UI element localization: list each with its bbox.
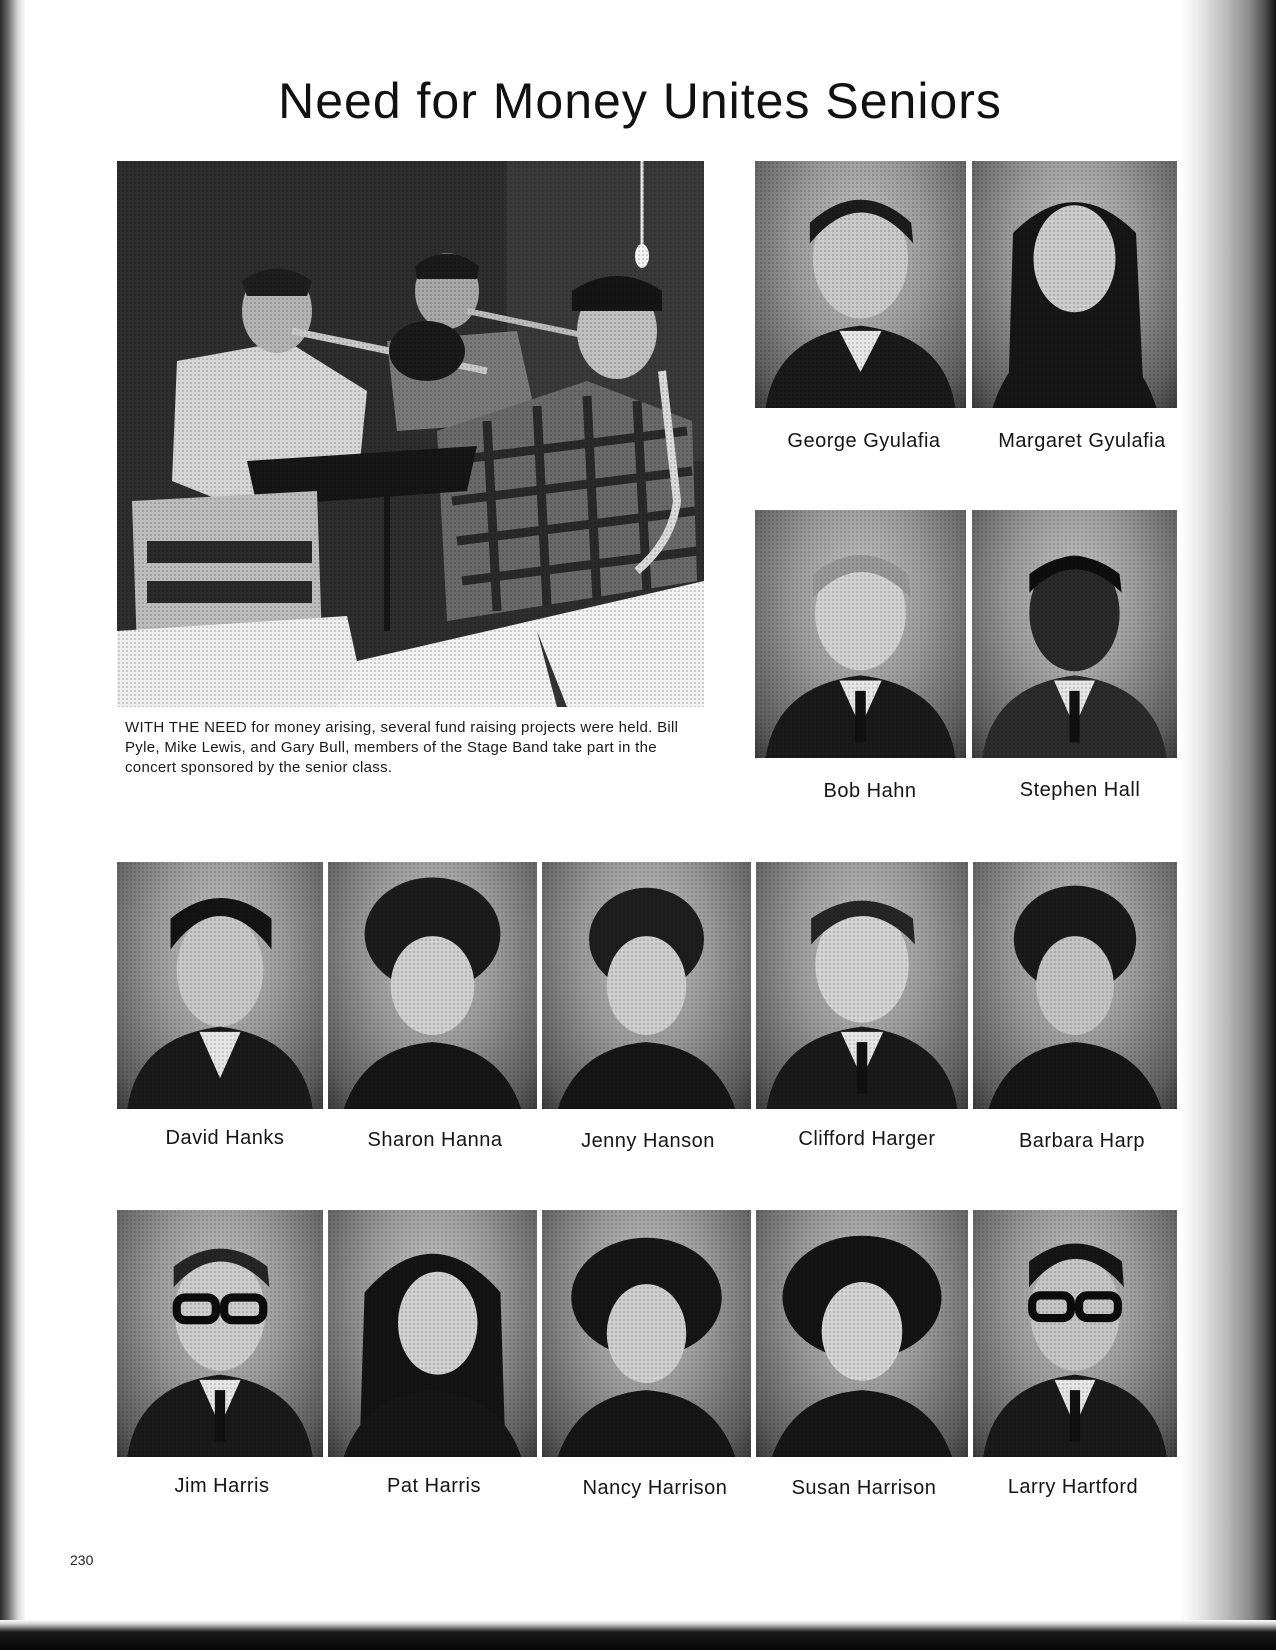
page-title: Need for Money Unites Seniors xyxy=(278,73,1002,129)
portrait-photo xyxy=(973,862,1177,1109)
portrait-name: Sharon Hanna xyxy=(367,1129,503,1151)
portrait-name: Barbara Harp xyxy=(1018,1130,1146,1152)
page-gutter-shadow xyxy=(1180,0,1276,1650)
portrait-name: Clifford Harger xyxy=(798,1128,936,1150)
portrait-name: Jenny Hanson xyxy=(581,1130,715,1152)
portrait-photo xyxy=(328,862,537,1109)
portrait-name: David Hanks xyxy=(165,1127,285,1149)
portrait-name: Susan Harrison xyxy=(791,1477,937,1499)
portrait-photo xyxy=(328,1210,537,1457)
page-number: 230 xyxy=(70,1552,94,1568)
portrait-photo xyxy=(542,862,751,1109)
portrait-photo xyxy=(117,862,323,1109)
page-binding-shadow xyxy=(0,0,26,1650)
page-bottom-edge xyxy=(0,1620,1276,1650)
portrait-name: Stephen Hall xyxy=(1019,779,1141,801)
portrait-name: George Gyulafia xyxy=(787,430,941,452)
portrait-photo xyxy=(972,510,1177,758)
portrait-photo xyxy=(973,1210,1177,1457)
photo-caption: WITH THE NEED for money arising, several fund raising projects were held. Bill Pyle, Mike Lewis, and Gary Bull, members of the Stage Band take part in the concert sponsored by the senior class. xyxy=(125,719,679,776)
portrait-name: Jim Harris xyxy=(174,1475,270,1497)
portrait-name: Larry Hartford xyxy=(1007,1476,1139,1498)
portrait-name: Bob Hahn xyxy=(823,780,917,802)
portrait-name: Pat Harris xyxy=(387,1475,481,1497)
portrait-photo xyxy=(542,1210,751,1457)
stage-band-photo xyxy=(117,161,704,707)
portrait-photo xyxy=(755,510,966,758)
portrait-photo xyxy=(755,161,966,408)
portrait-photo xyxy=(972,161,1177,408)
portrait-photo xyxy=(756,1210,968,1457)
portrait-photo xyxy=(756,862,968,1109)
portrait-name: Margaret Gyulafia xyxy=(998,430,1166,452)
portrait-name: Nancy Harrison xyxy=(582,1477,728,1499)
portrait-photo xyxy=(117,1210,323,1457)
